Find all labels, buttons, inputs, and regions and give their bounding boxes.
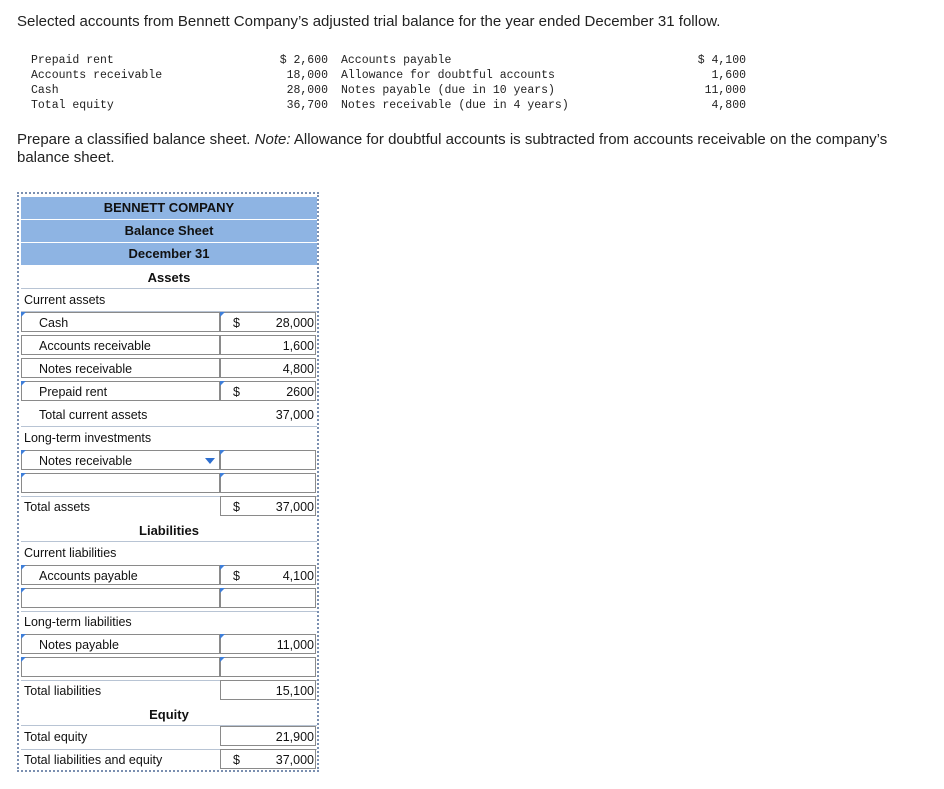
blank-lt-liability-input[interactable] (220, 657, 316, 677)
total-liabilities-equity-dollar-sign: $ (233, 753, 240, 767)
ar-label: Accounts receivable (39, 339, 151, 353)
long-term-liabilities-label: Long-term liabilities (24, 615, 132, 629)
np-amount: 11,000 (276, 638, 314, 652)
statement-title: Balance Sheet (21, 220, 317, 242)
tb-amount: 18,000 (286, 69, 328, 82)
cash-label: Cash (39, 316, 69, 330)
ap-amount: 4,100 (282, 569, 314, 583)
cash-amount: 28,000 (275, 316, 314, 330)
total-liabilities-equity-amount: 37,000 (275, 753, 314, 767)
prepaid-dollar-sign: $ (233, 385, 240, 399)
intro-text: Selected accounts from Bennett Company’s adjusted trial balance for the year ended December 31 follow. (17, 13, 721, 30)
tb-account: Accounts receivable (31, 69, 163, 82)
tb-account: Accounts payable (341, 54, 452, 67)
dropdown-arrow-icon[interactable] (205, 458, 215, 464)
ar-amount: 1,600 (282, 339, 314, 353)
tb-amount: 36,700 (286, 99, 328, 112)
balance-sheet-worksheet (17, 192, 319, 772)
tb-account: Cash (31, 84, 59, 97)
tb-account: Total equity (31, 99, 114, 112)
blank-liability-select[interactable] (21, 588, 220, 608)
total-equity-amount: 21,900 (275, 730, 314, 744)
total-current-assets-amount: 37,000 (275, 408, 314, 422)
tb-account: Prepaid rent (31, 54, 114, 67)
tb-amount: $ 4,100 (697, 54, 746, 67)
total-liabilities-equity-label: Total liabilities and equity (24, 753, 163, 767)
np-label: Notes payable (39, 638, 119, 652)
tb-amount: 11,000 (704, 84, 746, 97)
assets-header: Assets (147, 270, 191, 285)
total-liabilities-label: Total liabilities (24, 684, 102, 698)
cash-dollar-sign: $ (233, 316, 240, 330)
tb-amount: $ 2,600 (279, 54, 328, 67)
company-name: BENNETT COMPANY (21, 197, 317, 219)
total-current-assets-label: Total current assets (39, 408, 148, 422)
tb-amount: 28,000 (286, 84, 328, 97)
tb-account: Notes receivable (due in 4 years) (341, 99, 569, 112)
current-liabilities-label: Current liabilities (24, 546, 117, 560)
nr-amount: 4,800 (282, 362, 314, 376)
ap-dollar-sign: $ (233, 569, 240, 583)
instructions-note: Allowance for doubtful accounts is subtracted from accounts receivable on the company’s balance sheet. (17, 131, 888, 166)
lti-amount-input[interactable] (220, 450, 316, 470)
blank-account-select[interactable] (21, 473, 220, 493)
equity-header: Equity (149, 707, 189, 722)
total-assets-amount: 37,000 (275, 500, 314, 514)
current-assets-label: Current assets (24, 293, 106, 307)
total-assets-dollar-sign: $ (233, 500, 240, 514)
lti-notes-receivable-label: Notes receivable (39, 454, 133, 468)
blank-lt-liability-select[interactable] (21, 657, 220, 677)
tb-amount: 4,800 (711, 99, 746, 112)
instructions (17, 131, 937, 167)
tb-account: Notes payable (due in 10 years) (341, 84, 555, 97)
total-liabilities-amount: 15,100 (275, 684, 314, 698)
instructions-text: Prepare a classified balance sheet. (17, 131, 255, 148)
liabilities-header: Liabilities (139, 523, 199, 538)
blank-liability-input[interactable] (220, 588, 316, 608)
tb-account: Allowance for doubtful accounts (341, 69, 555, 82)
statement-date: December 31 (21, 243, 317, 265)
long-term-investments-label: Long-term investments (24, 431, 152, 445)
blank-amount-input[interactable] (220, 473, 316, 493)
tb-amount: 1,600 (711, 69, 746, 82)
nr-label: Notes receivable (39, 362, 133, 376)
prepaid-amount: 2600 (286, 385, 314, 399)
prepaid-label: Prepaid rent (39, 385, 108, 399)
total-equity-label: Total equity (24, 730, 88, 744)
note-label: Note: (254, 131, 291, 148)
ap-label: Accounts payable (39, 569, 138, 583)
total-assets-label: Total assets (24, 500, 91, 514)
